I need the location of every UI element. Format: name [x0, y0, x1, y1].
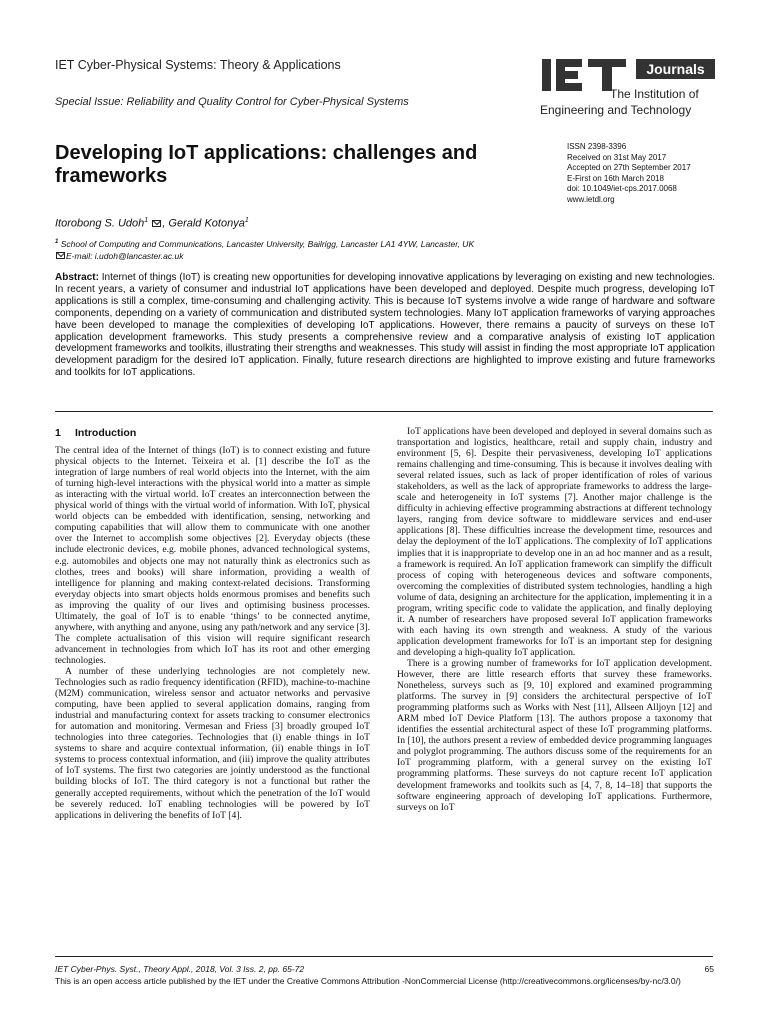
left-column	[55, 426, 370, 821]
affiliation	[55, 236, 735, 263]
author-separator: ,	[162, 217, 169, 230]
journals-badge: Journals	[636, 59, 715, 79]
right-column	[397, 426, 712, 813]
abstract-divider	[55, 411, 713, 412]
institution-line-2: Engineering and Technology	[540, 103, 692, 117]
paragraph: The central idea of the Internet of things (IoT) is to connect existing and future physical objects to the Internet. Teixeira et al. [1] describe the IoT as the integration of large numbers of real world objects into the Internet, with the aim of turning high-level interactions with the physical world into a matter as simple as interacting with the virtual world. IoT creates an interconnection between the physical world of things with the virtual world of information. With IoT, physical world objects can be embedded with identification, sensing, networking and computing capabilities that will allow them to communicate with one another over the Internet to accomplish some objectives [2]. Everyday objects (these include electronic devices, e.g. mobile phones, advanced technological systems, e.g. automobiles and objects one may not naturally think as electronics such as clothes, trees and books) will share information, providing a wealth of intelligence for planning and making context-related decisions. Transforming everyday objects into smart objects holds enormous promises and benefits such as improving the quality of our lives and optimising business processes. Ultimately, the goal of IoT is to enable ‘things’ to be connected anytime, anywhere, with anything and anyone, using any path/network and any service [3]. The complete actualisation of this vision will require significant research advancement in technologies from which IoT has its root and other emerging technologies.	[55, 445, 370, 666]
institution-line-1: The Institution of	[610, 87, 699, 101]
affiliation-sup: 1	[55, 239, 59, 245]
page-number: 65	[704, 964, 714, 974]
iet-logo	[540, 57, 715, 122]
section-title: Introduction	[75, 427, 137, 439]
issn: ISSN 2398-3396	[567, 142, 627, 151]
abstract-text: Internet of things (IoT) is creating new opportunities for developing innovative applications by leveraging on existing and new technologies. In recent years, a variety of consumer and industrial IoT applications have been developed and deployed. Despite much progress, developing IoT applications is still a complex, time-consuming and challenging activity. This is because IoT systems involve a wide range of hardware and software components, depending on a variety of communication and distributed system technologies. Many IoT application frameworks of varying approaches have been developed to manage the complexities of developing IoT applications. However, there remains a paucity of surveys on these IoT application development frameworks. This study presents a comprehensive review and a comparative analysis of existing IoT application development frameworks and toolkits, illustrating their strengths and weaknesses. This study will assist in finding the most appropriate IoT application development paradigm for the desired IoT application. Finally, future research directions are highlighted to improve existing and future frameworks and toolkits for IoT applications.	[55, 272, 716, 379]
paragraph: IoT applications have been developed and deployed in several domains such as transportation and logistics, healthcare, retail and supply chain, industry and environment [5, 6]. Despite their pervasiveness, developing IoT applications remains challenging and time-consuming. This is because it involves dealing with several related issues, such as lack of proper identification of roles of various stakeholders, as well as the lack of appropriate frameworks to address the large-scale and heterogeneity in IoT systems [7]. Another major challenge is the difficulty in achieving effective programming abstractions at different technology layers, ranging from device software to middleware services and end-user applications [8]. These difficulties increase the development time, resources and delay the deployment of the IoT applications. The complexity of IoT applications implies that it is inappropriate to develop one in an ad hoc manner and as a result, a framework is required. An IoT application framework can simplify the difficult process of coping with heterogeneous devices and software components, overcoming the complexities of distributed system technologies, handling a high volume of data, designing an architecture for the application, implementing it in a program, writing specific code to validate the application, and finally deploying it. A number of researchers have proposed several IoT application frameworks with each having its own strength and weakness. A study of the various application development frameworks for IoT is an important step for designing and developing a high-quality IoT application.	[397, 426, 712, 658]
paragraph: A number of these underlying technologies are not completely new. Technologies such as radio frequency identification (RFID), machine-to-machine (M2M) communication, wireless sensor and actuator networks and pervasive computing, have been applied to several application domains, ranging from industrial and manufacturing context for assets tracking to consumer electronics for automation and monitoring. Vermesan and Friess [3] broadly grouped IoT technologies into three categories. Technologies that (i) enable things in IoT systems to share and acquire contextual information, (ii) enable things in IoT systems to process contextual information, and (iii) improve the quality attributes of IoT systems. The first two categories are jointly understood as the functional building blocks of IoT. The third category is not a functional but rather the generally accepted requirements, without which the penetration of the IoT would be severely reduced. IoT enabling technologies will be powered by IoT applications in delivering the benefits of IoT [4].	[55, 665, 370, 821]
abstract-label: Abstract:	[55, 272, 99, 283]
efirst-date: E-First on 16th March 2018	[567, 173, 664, 183]
email[interactable]: E-mail: i.udoh@lancaster.ac.uk	[66, 251, 184, 262]
section-heading	[55, 428, 370, 439]
website-link[interactable]: www.ietdl.org	[567, 194, 615, 204]
paragraph: There is a growing number of frameworks for IoT application development. However, there are little research efforts that survey these frameworks. Nonetheless, surveys such as [9, 10] explored and examined programming platforms. The survey in [9] considers the architectural perspective of IoT programming platforms such as Works with Nest [11], Allseen Alljoyn [12] and ARM mbed IoT Device Platform [13]. The authors propose a taxonomy that identifies the essential architectural aspect of these IoT programming platforms. In [10], the authors present a review of embedded device programming languages and polyglot programming. The authors discuss some of the requirements for an IoT programming platform, with a general survey on the existing IoT programming platforms. These surveys do not capture recent IoT application development frameworks and toolkits such as [4, 7, 8, 14–18] that supports the software engineering approach of developing IoT applications. Furthermore, surveys on IoT	[397, 657, 712, 813]
footer-citation: IET Cyber-Phys. Syst., Theory Appl., 2018, Vol. 3 Iss. 2, pp. 65-72	[55, 964, 305, 974]
footer-license: This is an open access article published by the IET under the Creative Commons Attribution -NonCommercial License (http://creativecommons.org/licenses/by-nc/3.0/)	[55, 976, 681, 986]
author-2: Gerald Kotonya	[168, 217, 245, 230]
journal-name: IET Cyber-Physical Systems: Theory & Applications	[55, 58, 341, 72]
accepted-date: Accepted on 27th September 2017	[567, 163, 691, 172]
received-date: Received on 31st May 2017	[567, 152, 667, 162]
doi[interactable]: doi: 10.1049/iet-cps.2017.0068	[567, 184, 677, 193]
author-1-affil: 1	[144, 217, 149, 224]
envelope-icon	[56, 252, 65, 259]
affiliation-text: School of Computing and Communications, Lancaster University, Bailrigg, Lancaster LA1 4YW, Lancaster, UK	[60, 238, 475, 249]
footer-divider	[55, 956, 713, 957]
author-1: Itorobong S. Udoh	[55, 217, 145, 230]
article-meta	[567, 142, 727, 205]
envelope-icon	[152, 220, 161, 227]
authors	[55, 217, 249, 230]
article-title: Developing IoT applications: challenges and frameworks	[55, 142, 478, 187]
abstract	[55, 272, 715, 379]
special-issue: Special Issue: Reliability and Quality Control for Cyber-Physical Systems	[55, 96, 409, 108]
section-number: 1	[55, 427, 61, 439]
author-2-affil: 1	[244, 217, 249, 224]
